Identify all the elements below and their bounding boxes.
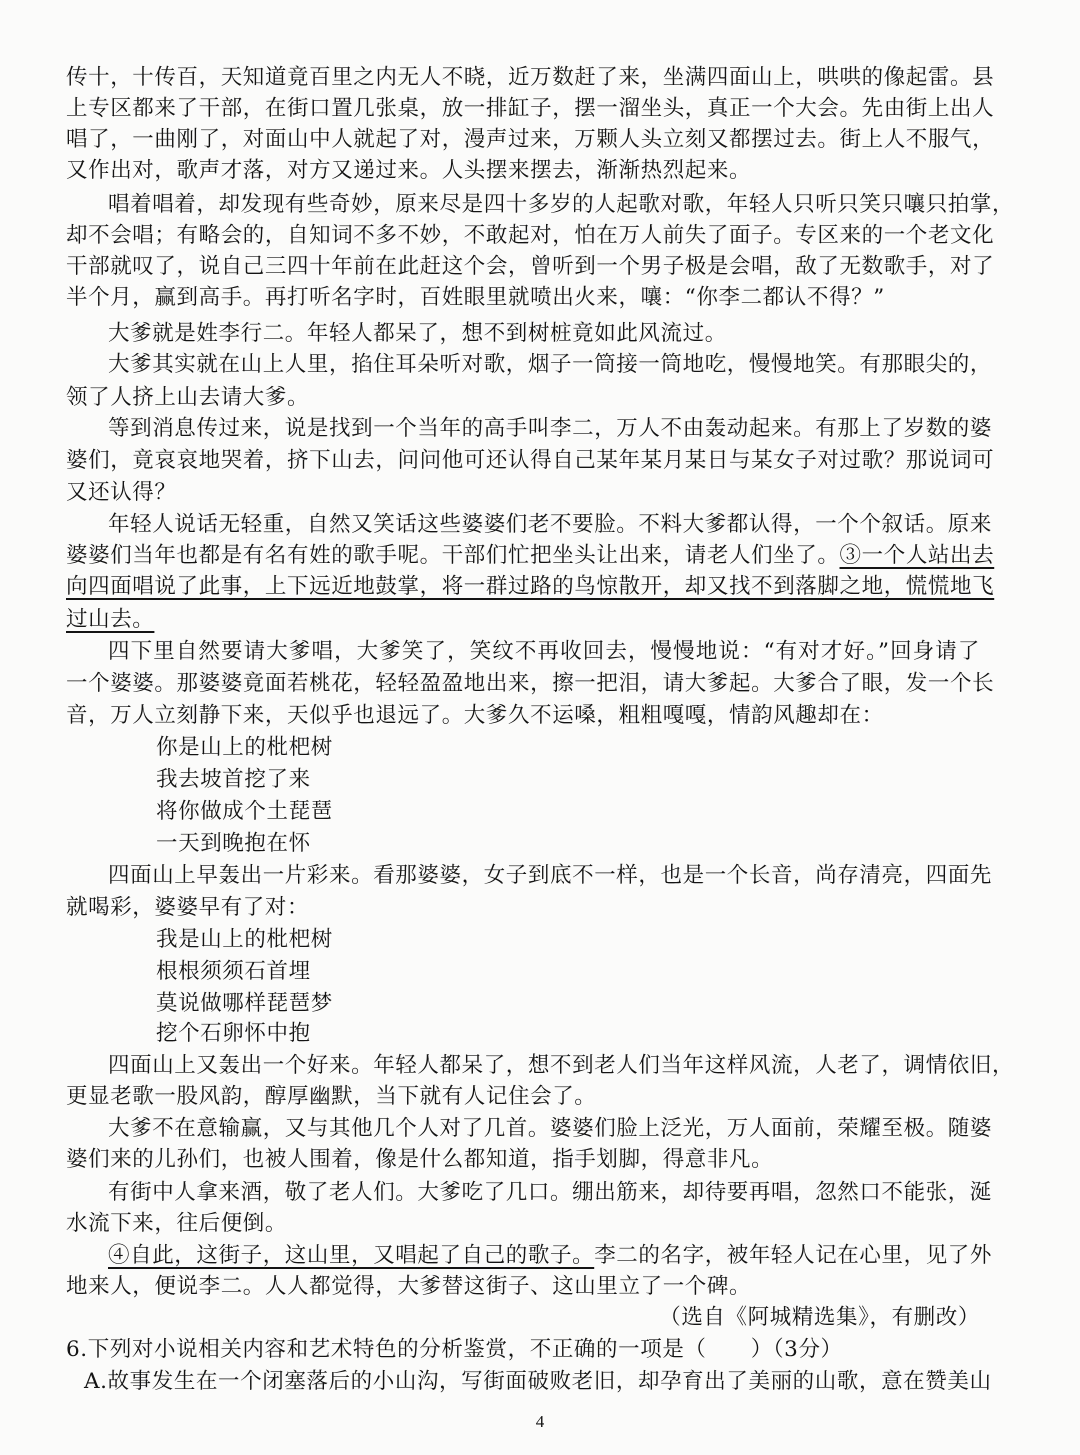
underlined-sentence-3-cont: 向四面唱说了此事，上下远近地鼓掌，将一群过路的鸟惊散开，却又找不到落脚之地，慌慌地飞 xyxy=(66,574,995,599)
text-line: 唱了，一曲刚了，对面山中人就起了对，漫声过来，万颗人头立刻又都摆过去。街上人不服气， xyxy=(66,127,995,152)
verse-line: 根根须须石首埋 xyxy=(156,959,311,984)
text-line: 四下里自然要请大爹唱，大爹笑了，笑纹不再收回去，慢慢地说：“有对才好。”回身请了 xyxy=(108,639,980,664)
verse-line: 莫说做哪样琵琶梦 xyxy=(156,991,333,1016)
text-line: 就喝彩，婆婆早有了对： xyxy=(66,895,310,920)
underlined-sentence-3-end: 过山去。 xyxy=(66,607,155,632)
verse-line: 你是山上的枇杷树 xyxy=(156,735,333,760)
text-line: 一个婆婆。那婆婆竟面若桃花，轻轻盈盈地出来，擦一把泪，请大爹起。大爹合了眼，发一个长 xyxy=(66,671,995,696)
text-line: 又还认得？ xyxy=(66,480,177,505)
text-line xyxy=(66,604,980,635)
text-line: 上专区都来了干部，在街口置几张桌，放一排缸子，摆一溜坐头，真正一个大会。先由街上出人 xyxy=(66,96,995,121)
verse-line: 我是山上的枇杷树 xyxy=(156,927,333,952)
question-6-option-a: A.故事发生在一个闭塞落后的小山沟，写街面破败老旧，却孕育出了美丽的山歌，意在赞美山 xyxy=(84,1369,992,1394)
text-line: 四面山上又轰出一个好来。年轻人都呆了，想不到老人们当年这样风流，人老了，调情依旧， xyxy=(108,1053,1015,1078)
text-segment: 婆婆们当年也都是有名有姓的歌手呢。干部们忙把坐头让出来，请老人们坐了。 xyxy=(66,543,840,568)
text-line: 婆们来的儿孙们，也被人围着，像是什么都知道，指手划脚，得意非凡。 xyxy=(66,1147,774,1172)
page-number: 4 xyxy=(535,1412,545,1431)
text-line: 有街中人拿来酒，敬了老人们。大爹吃了几口。绷出筋来，却待要再唱，忽然口不能张，涎 xyxy=(108,1180,993,1205)
text-line: 半个月，赢到高手。再打听名字时，百姓眼里就喷出火来，嚷：“你李二都认不得？” xyxy=(66,285,885,310)
underlined-sentence-4: ④自此，这街子，这山里，又唱起了自己的歌子。 xyxy=(108,1243,595,1268)
text-line: 大爹不在意输赢，又与其他几个人对了几首。婆婆们脸上泛光，万人面前，荣耀至极。随婆 xyxy=(108,1116,993,1141)
text-line: 等到消息传过来，说是找到一个当年的高手叫李二，万人不由轰动起来。有那上了岁数的婆 xyxy=(108,416,993,441)
text-line: 唱着唱着，却发现有些奇妙，原来尽是四十多岁的人起歌对歌，年轻人只听只笑只嚷只拍掌， xyxy=(108,192,1015,217)
text-line: 干部就叹了，说自己三四十年前在此赶这个会，曾听到一个男子极是会唱，敌了无数歌手，对了 xyxy=(66,254,995,279)
text-line xyxy=(66,540,995,571)
text-line: 大爹就是姓李行二。年轻人都呆了，想不到树桩竟如此风流过。 xyxy=(108,321,727,346)
text-line: 领了人挤上山去请大爹。 xyxy=(66,385,310,410)
text-line: 又作出对，歌声才落，对方又递过来。人头摆来摆去，渐渐热烈起来。 xyxy=(66,158,752,183)
text-line: 年轻人说话无轻重，自然又笑话这些婆婆们老不要脸。不料大爹都认得，一个个叙话。原来 xyxy=(108,512,993,537)
text-line: 地来人，便说李二。人人都觉得，大爹替这街子、这山里立了一个碑。 xyxy=(66,1274,752,1299)
verse-line: 将你做成个土琵琶 xyxy=(156,799,333,824)
verse-line: 挖个石卵怀中抱 xyxy=(156,1021,311,1046)
text-line: 传十，十传百，天知道竟百里之内无人不晓，近万数赶了来，坐满四面山上，哄哄的像起雷。县 xyxy=(66,65,995,90)
text-segment: 李二的名字，被年轻人记在心里，见了外 xyxy=(594,1243,993,1268)
text-line: 却不会唱；有略会的，自知词不多不妙，不敢起对，怕在万人前失了面子。专区来的一个老文化 xyxy=(66,223,995,248)
text-line: 音，万人立刻静下来，天似乎也退远了。大爹久不运嗓，粗粗嘎嘎，情韵风趣却在： xyxy=(66,703,884,728)
text-line: 大爹其实就在山上人里，掐住耳朵听对歌，烟子一筒接一筒地吃，慢慢地笑。有那眼尖的， xyxy=(108,352,993,377)
verse-line: 一天到晚抱在怀 xyxy=(156,831,311,856)
source-citation: （选自《阿城精选集》，有删改） xyxy=(659,1305,980,1330)
text-line: 更显老歌一股风韵，醇厚幽默，当下就有人记住会了。 xyxy=(66,1084,597,1109)
underlined-sentence-3: ③一个人站出去 xyxy=(839,543,995,568)
question-6: 6.下列对小说相关内容和艺术特色的分析鉴赏，不正确的一项是（ ）（3分） xyxy=(66,1337,843,1362)
text-line: 婆们，竟哀哀地哭着，挤下山去，问问他可还认得自己某年某月某日与某女子对过歌？那说词可 xyxy=(66,448,995,473)
verse-line: 我去坡首挖了来 xyxy=(156,767,311,792)
text-line xyxy=(108,1240,993,1271)
text-line: 水流下来，往后便倒。 xyxy=(66,1211,288,1236)
text-line: 四面山上早轰出一片彩来。看那婆婆，女子到底不一样，也是一个长音，尚存清亮，四面先 xyxy=(108,863,993,888)
